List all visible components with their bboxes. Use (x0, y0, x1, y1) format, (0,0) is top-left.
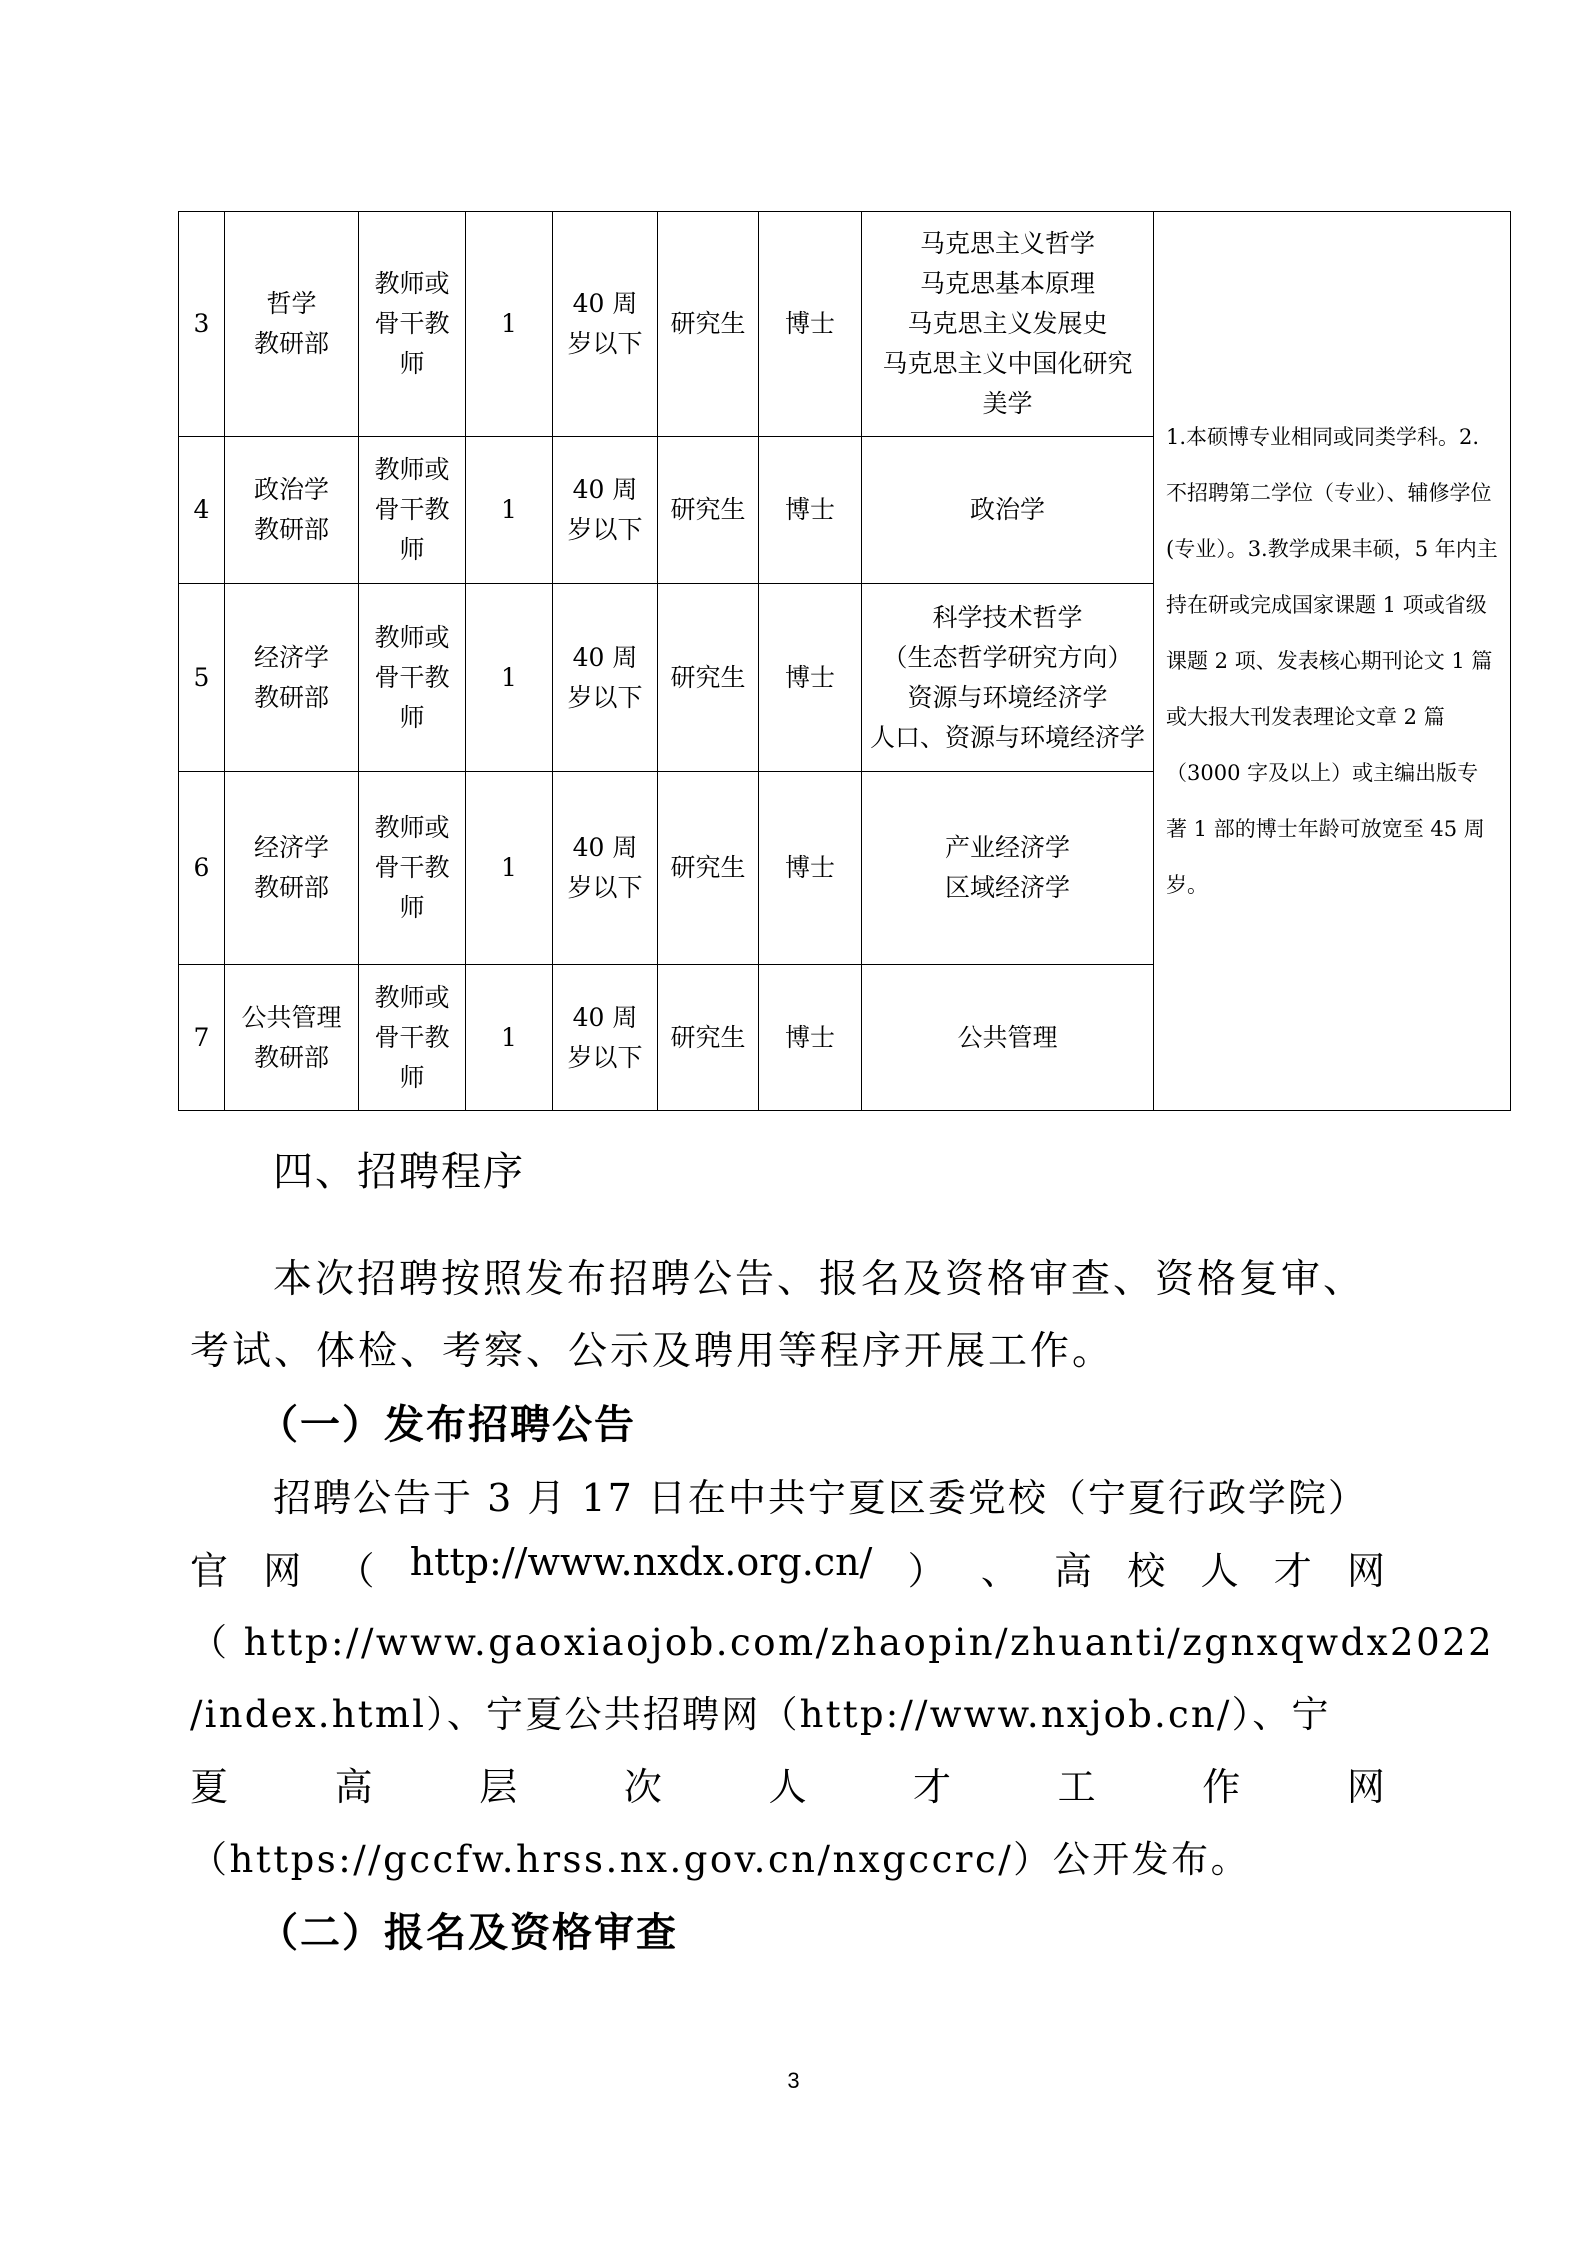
age-cell-line: 40 周 (572, 642, 638, 672)
publish-line-5 (190, 1756, 1385, 1811)
section-heading-procedure: 四、招聘程序 (273, 1149, 525, 1195)
post-type-cell (359, 584, 466, 772)
department-cell-line: 政治学 (253, 475, 329, 504)
subheading-registration: （二）报名及资格审查 (258, 1909, 678, 1956)
publish-line-4: /index.html）、宁夏公共招聘网（http://www.nxjob.cn/）、宁 (190, 1693, 1331, 1736)
department-cell-line: 哲学 (266, 289, 317, 318)
post-type-cell-line: 教师或 (374, 269, 450, 298)
major-cell-line: 公共管理 (957, 1022, 1058, 1052)
subheading-publish-notice: （一）发布招聘公告 (258, 1401, 636, 1448)
line-segment: ） (907, 1549, 946, 1593)
line-segment: 工 (1057, 1765, 1096, 1809)
post-type-cell-line: 骨干教 (374, 662, 450, 692)
publish-line-1: 招聘公告于 3 月 17 日在中共宁夏区委党校（宁夏行政学院） (273, 1476, 1368, 1520)
age-cell-line: 40 周 (572, 289, 638, 318)
education-cell: 研究生 (658, 584, 759, 772)
age-cell (553, 772, 658, 965)
intro-line-1: 本次招聘按照发布招聘公告、报名及资格审查、资格复审、 (273, 1257, 1366, 1302)
degree-cell: 博士 (759, 437, 862, 584)
line-segment: 作 (1202, 1765, 1241, 1809)
row-number: 4 (179, 437, 225, 584)
intro-line-2: 考试、体检、考察、公示及聘用等程序开展工作。 (190, 1329, 1115, 1374)
row-number: 6 (179, 772, 225, 965)
department-cell (225, 212, 359, 437)
department-cell-line: 教研部 (253, 873, 329, 902)
age-cell (553, 212, 658, 437)
major-cell-line: 资源与环境经济学 (907, 682, 1108, 712)
age-cell-line: 40 周 (572, 833, 638, 862)
age-cell-line: 岁以下 (567, 682, 643, 712)
education-cell: 研究生 (658, 212, 759, 437)
degree-cell: 博士 (759, 965, 862, 1111)
headcount-cell: 1 (466, 772, 553, 965)
post-type-cell-line: 骨干教 (374, 309, 450, 338)
major-cell (862, 772, 1154, 965)
post-type-cell (359, 212, 466, 437)
post-type-cell-line: 教师或 (374, 455, 450, 484)
age-cell-line: 岁以下 (567, 1042, 643, 1072)
degree-cell: 博士 (759, 772, 862, 965)
post-type-cell-line: 教师或 (374, 813, 450, 842)
post-type-cell (359, 772, 466, 965)
post-type-cell (359, 437, 466, 584)
age-cell (553, 437, 658, 584)
age-cell-line: 40 周 (572, 475, 638, 504)
headcount-cell: 1 (466, 965, 553, 1111)
line-segment: 高 (1054, 1549, 1093, 1593)
line-segment: 才 (913, 1765, 952, 1809)
degree-cell: 博士 (759, 584, 862, 772)
table-row (179, 212, 1511, 437)
degree-cell: 博士 (759, 212, 862, 437)
line-segment: 官 (190, 1549, 229, 1593)
post-type-cell-line: 师 (399, 535, 425, 564)
major-cell-line: 科学技术哲学 (932, 602, 1083, 632)
department-cell-line: 公共管理 (241, 1002, 342, 1032)
age-cell-line: 岁以下 (567, 515, 643, 544)
major-cell (862, 584, 1154, 772)
age-cell-line: 岁以下 (567, 873, 643, 902)
headcount-cell: 1 (466, 584, 553, 772)
line-segment: 层 (479, 1765, 518, 1809)
age-cell (553, 965, 658, 1111)
department-cell-line: 经济学 (253, 642, 329, 672)
publish-line-2 (190, 1540, 1385, 1595)
post-type-cell-line: 教师或 (374, 622, 450, 652)
position-table (178, 211, 1511, 1111)
major-cell-line: 人口、资源与环境经济学 (869, 722, 1145, 752)
education-cell: 研究生 (658, 437, 759, 584)
major-cell-line: （生态哲学研究方向） (882, 642, 1133, 672)
headcount-cell: 1 (466, 212, 553, 437)
age-cell (553, 584, 658, 772)
post-type-cell (359, 965, 466, 1111)
line-segment: 、 (980, 1549, 1019, 1593)
major-cell-line: 区域经济学 (944, 873, 1070, 902)
department-cell-line: 经济学 (253, 833, 329, 862)
line-segment: 才 (1273, 1549, 1312, 1593)
line-segment: 人 (768, 1765, 807, 1809)
line-segment: 网 (1346, 1549, 1385, 1593)
line-segment: 高 (334, 1765, 373, 1809)
post-type-cell-line: 师 (399, 1062, 425, 1092)
major-cell-line: 马克思基本原理 (919, 269, 1095, 298)
department-cell (225, 584, 359, 772)
major-cell-line: 马克思主义发展史 (907, 309, 1108, 338)
department-cell (225, 965, 359, 1111)
page-number: 3 (787, 2068, 800, 2093)
department-cell-line: 教研部 (253, 1042, 329, 1072)
publish-line-3: （ http://www.gaoxiaojob.com/zhaopin/zhuanti/zgnxqwdx2022 (190, 1621, 1495, 1664)
major-cell-line: 政治学 (969, 495, 1045, 524)
line-segment: 次 (623, 1765, 662, 1809)
post-type-cell-line: 骨干教 (374, 1022, 450, 1052)
post-type-cell-line: 骨干教 (374, 853, 450, 882)
row-number: 5 (179, 584, 225, 772)
post-type-cell-line: 师 (399, 893, 425, 922)
major-cell (862, 437, 1154, 584)
post-type-cell-line: 骨干教 (374, 495, 450, 524)
department-cell-line: 教研部 (253, 515, 329, 544)
post-type-cell-line: 师 (399, 702, 425, 732)
row-number: 3 (179, 212, 225, 437)
department-cell (225, 437, 359, 584)
post-type-cell-line: 师 (399, 349, 425, 378)
headcount-cell: 1 (466, 437, 553, 584)
requirements-notes: 1.本硕博专业相同或同类学科。2.不招聘第二学位（专业）、辅修学位(专业）。3.教学成果丰硕，5 年内主持在研或完成国家课题 1 项或省级课题 2 项、发表核心期刊论文 1 篇或大报大刊发表理论文章 2 篇（3000 字及以上）或主编出版专著 1 部的博士年龄可放宽至 45 周岁。 (1154, 212, 1511, 1111)
publish-line-6: （https://gccfw.hrss.nx.gov.cn/nxgccrc/）公开发布。 (190, 1838, 1251, 1881)
education-cell: 研究生 (658, 965, 759, 1111)
department-cell (225, 772, 359, 965)
major-cell-line: 美学 (982, 389, 1033, 418)
line-segment: （ (336, 1549, 375, 1593)
department-cell-line: 教研部 (253, 682, 329, 712)
line-segment: 网 (1346, 1765, 1385, 1809)
major-cell-line: 产业经济学 (944, 833, 1070, 862)
major-cell (862, 212, 1154, 437)
line-segment: http://www.nxdx.org.cn/ (409, 1540, 873, 1584)
major-cell-line: 马克思主义哲学 (919, 229, 1095, 258)
department-cell-line: 教研部 (253, 329, 329, 358)
line-segment: 夏 (190, 1765, 229, 1809)
major-cell-line: 马克思主义中国化研究 (882, 349, 1133, 378)
line-segment: 校 (1127, 1549, 1166, 1593)
age-cell-line: 40 周 (572, 1002, 638, 1032)
education-cell: 研究生 (658, 772, 759, 965)
line-segment: 人 (1200, 1549, 1239, 1593)
major-cell (862, 965, 1154, 1111)
post-type-cell-line: 教师或 (374, 982, 450, 1012)
age-cell-line: 岁以下 (567, 329, 643, 358)
line-segment: 网 (263, 1549, 302, 1593)
row-number: 7 (179, 965, 225, 1111)
